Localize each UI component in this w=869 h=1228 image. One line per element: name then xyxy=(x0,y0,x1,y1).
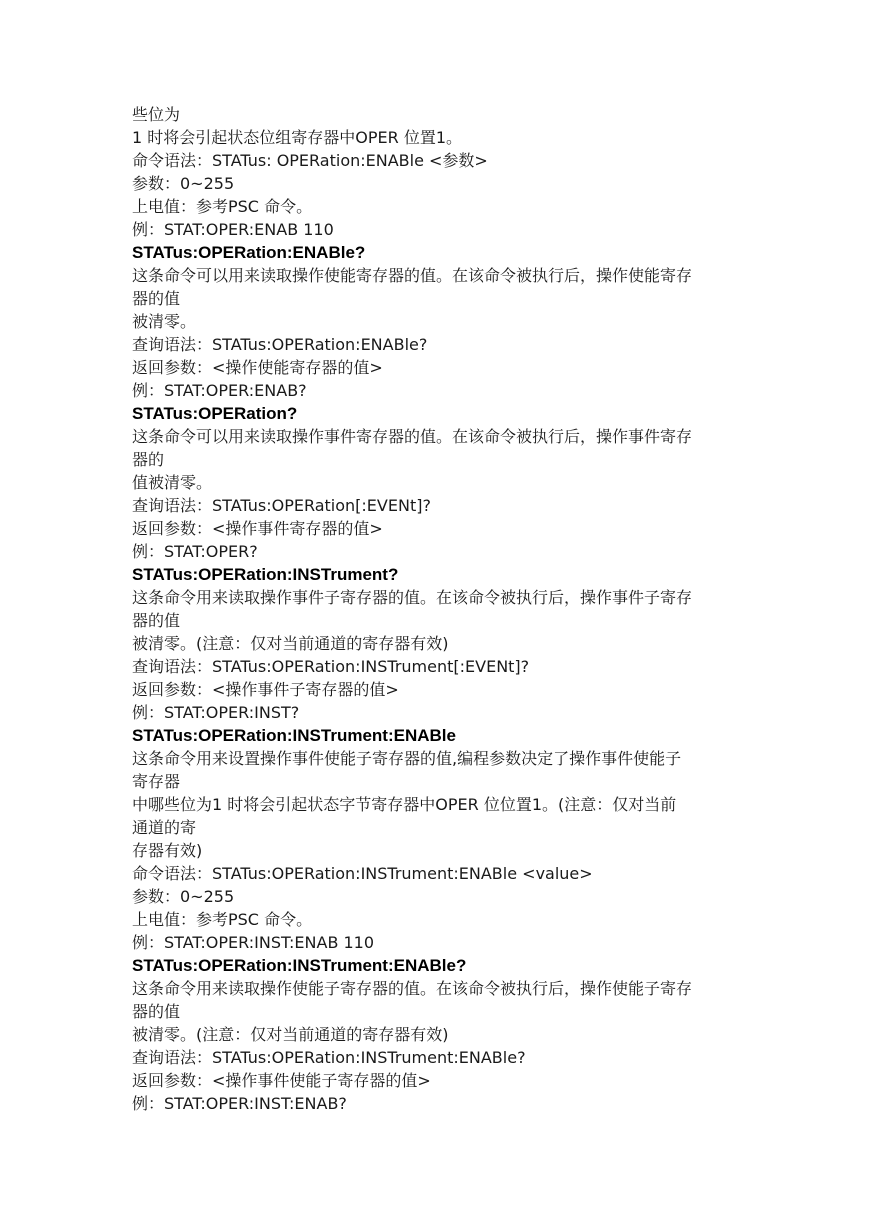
body-line: 参数：0~255 xyxy=(132,887,235,906)
body-line: 查询语法：STATus:OPERation[:EVENt]? xyxy=(132,496,431,515)
body-line: 例：STAT:OPER:INST:ENAB? xyxy=(132,1094,347,1113)
section-heading: STATus:OPERation:INSTrument:ENABle xyxy=(132,726,456,745)
body-line: 存器有效) xyxy=(132,841,203,860)
body-line: 这条命令可以用来读取操作使能寄存器的值。在该命令被执行后，操作使能寄存 xyxy=(132,266,693,285)
body-line: 例：STAT:OPER:ENAB 110 xyxy=(132,220,334,239)
body-line: 这条命令用来读取操作事件子寄存器的值。在该命令被执行后，操作事件子寄存 xyxy=(132,588,693,607)
body-line: 上电值：参考PSC 命令。 xyxy=(132,910,313,929)
section-heading: STATus:OPERation? xyxy=(132,404,298,423)
body-line: 被清零。 xyxy=(132,312,197,331)
body-line: 这条命令可以用来读取操作事件寄存器的值。在该命令被执行后，操作事件寄存 xyxy=(132,427,693,446)
body-line: 些位为 xyxy=(132,105,181,124)
body-line: 器的值 xyxy=(132,289,181,308)
body-line: 中哪些位为1 时将会引起状态字节寄存器中OPER 位位置1。(注意：仅对当前 xyxy=(132,795,677,814)
body-line: 被清零。(注意：仅对当前通道的寄存器有效) xyxy=(132,634,449,653)
body-line: 通道的寄 xyxy=(132,818,197,837)
body-line: 返回参数：<操作事件使能子寄存器的值> xyxy=(132,1071,431,1090)
body-line: 这条命令用来设置操作事件使能子寄存器的值,编程参数决定了操作事件使能子 xyxy=(132,749,682,768)
body-line: 返回参数：<操作事件寄存器的值> xyxy=(132,519,383,538)
document-body xyxy=(132,103,742,1115)
body-line: 这条命令用来读取操作使能子寄存器的值。在该命令被执行后，操作使能子寄存 xyxy=(132,979,693,998)
body-line: 例：STAT:OPER:INST:ENAB 110 xyxy=(132,933,375,952)
body-line: 上电值：参考PSC 命令。 xyxy=(132,197,313,216)
section-heading: STATus:OPERation:INSTrument? xyxy=(132,565,399,584)
body-line: 参数：0~255 xyxy=(132,174,235,193)
body-line: 1 时将会引起状态位组寄存器中OPER 位置1。 xyxy=(132,128,463,147)
body-line: 器的值 xyxy=(132,1002,181,1021)
body-line: 器的值 xyxy=(132,611,181,630)
body-line: 命令语法：STATus: OPERation:ENABle <参数> xyxy=(132,151,488,170)
body-line: 返回参数：<操作使能寄存器的值> xyxy=(132,358,383,377)
section-heading: STATus:OPERation:ENABle? xyxy=(132,243,366,262)
body-line: 值被清零。 xyxy=(132,473,213,492)
body-line: 被清零。(注意：仅对当前通道的寄存器有效) xyxy=(132,1025,449,1044)
section-heading: STATus:OPERation:INSTrument:ENABle? xyxy=(132,956,467,975)
body-line: 返回参数：<操作事件子寄存器的值> xyxy=(132,680,399,699)
body-line: 查询语法：STATus:OPERation:ENABle? xyxy=(132,335,428,354)
body-line: 查询语法：STATus:OPERation:INSTrument:ENABle? xyxy=(132,1048,526,1067)
body-line: 例：STAT:OPER:ENAB? xyxy=(132,381,307,400)
body-line: 例：STAT:OPER? xyxy=(132,542,258,561)
body-line: 寄存器 xyxy=(132,772,181,791)
body-line: 命令语法：STATus:OPERation:INSTrument:ENABle <value> xyxy=(132,864,593,883)
body-line: 查询语法：STATus:OPERation:INSTrument[:EVENt]? xyxy=(132,657,530,676)
body-line: 例：STAT:OPER:INST? xyxy=(132,703,300,722)
body-line: 器的 xyxy=(132,450,165,469)
